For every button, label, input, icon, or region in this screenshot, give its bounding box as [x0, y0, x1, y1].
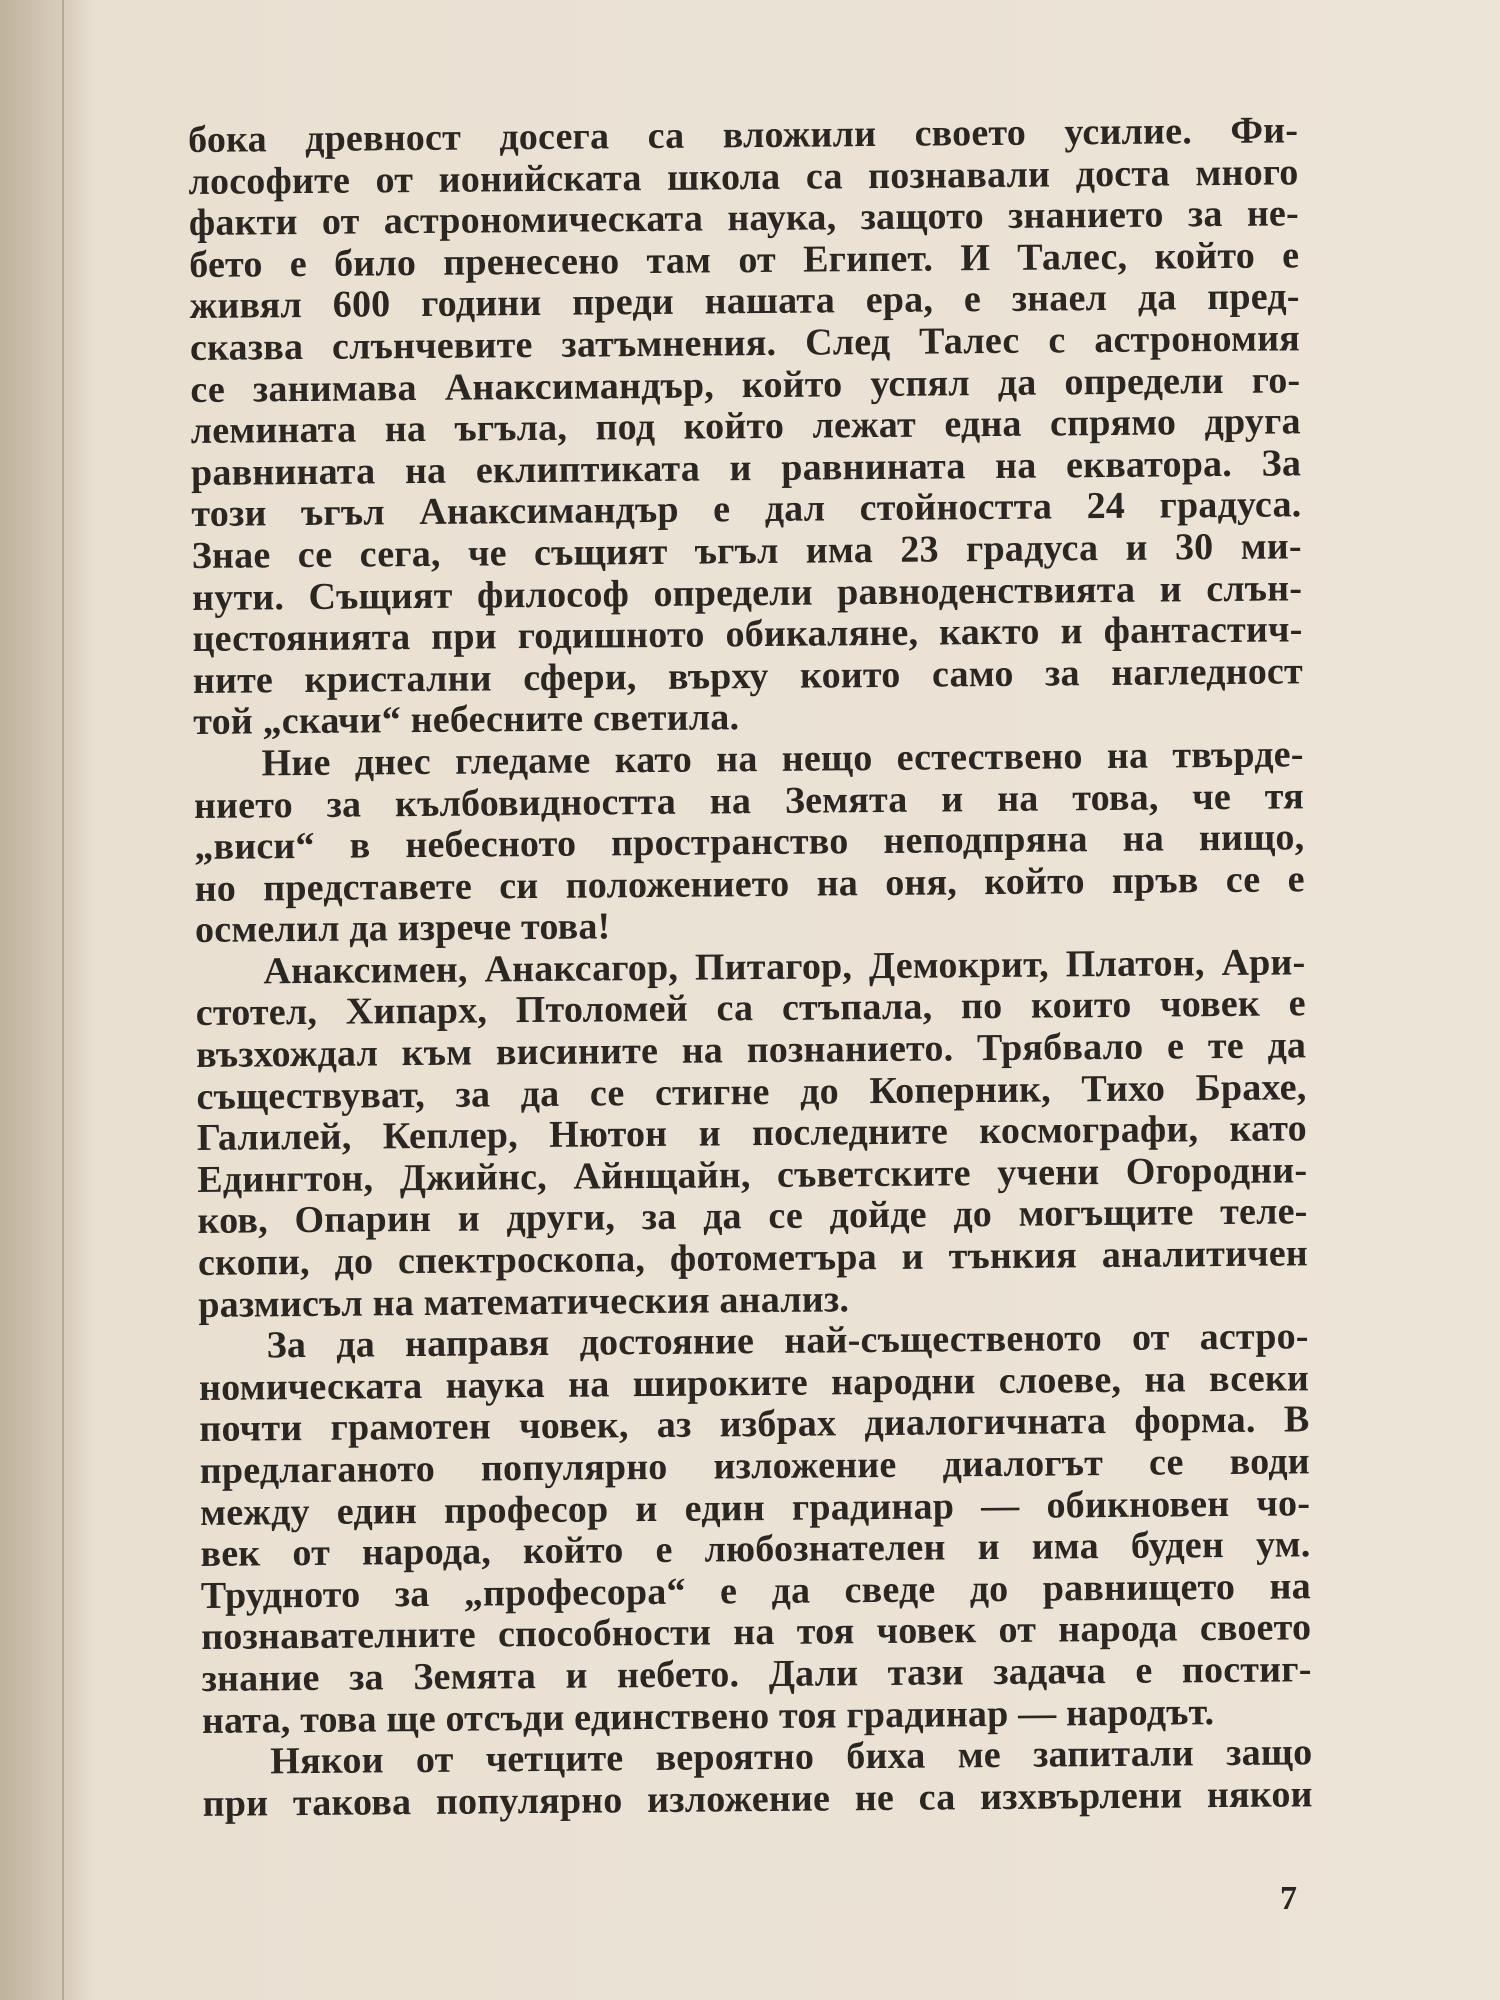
text-line: почти грамотен човек, аз избрах диалогичната форма. В	[199, 1398, 1310, 1451]
text-line: Анаксимен, Анаксагор, Питагор, Демокрит, Платон, Ари-	[263, 941, 1306, 993]
text-line: Трудното за „професора“ е да сведе до равнището на	[200, 1565, 1312, 1617]
paragraph	[195, 942, 1308, 1326]
text-line: познавателните способности на тоя човек от народа своето	[201, 1606, 1312, 1659]
text-line: лософите от ионийската школа са познавали доста много	[188, 150, 1299, 203]
text-line: осмелил да изрече това!	[194, 905, 611, 952]
text-line: нути. Същият философ определи равноденствията и слън-	[191, 566, 1303, 619]
text-line: лемината на ъгъла, под който лежат една спрямо друга	[190, 400, 1301, 453]
text-line: при такова популярно изложение не са изхвърлени някои	[202, 1773, 1313, 1825]
text-line: той „скачи“ небесните светила.	[193, 696, 740, 744]
text-line: Знае се сега, че същият ъгъл има 23 градуса и 30 ми-	[191, 525, 1302, 577]
text-line: но представете си положението на оня, който пръв се е	[194, 857, 1305, 910]
text-line: съществуват, за да се стигне до Коперник, Тихо Брахе,	[196, 1065, 1307, 1118]
text-line: се занимава Анаксимандър, който успял да определи го-	[190, 358, 1301, 411]
text-line: бето е било пренесено там от Египет. И Талес, който е	[189, 234, 1300, 286]
text-line: цестоянията при годишното обикаляне, както и фантастич-	[192, 608, 1303, 661]
text-line: сказва слънчевите затъмнения. След Талес с астрономия	[189, 317, 1301, 369]
text-line: знание за Земята и небето. Дали тази задача е постиг-	[201, 1648, 1312, 1700]
text-line: между един професор и един градинар — обикновен чо-	[199, 1481, 1311, 1534]
text-line: възхождал към висините на познанието. Трябвало е те да	[195, 1024, 1307, 1077]
page-number: 7	[1280, 1880, 1297, 1917]
text-line: Ние днес гледаме като на нещо естествено на твърде-	[261, 733, 1304, 785]
text-line: ната, това ще отсъди единствено тоя градинар — народът.	[201, 1690, 1215, 1742]
text-line: живял 600 години преди нашата ера, е знаел да пред-	[189, 275, 1300, 328]
text-line: Някои от четците вероятно биха ме запитали защо	[270, 1731, 1313, 1783]
text-line: номическата наука на широките народни слоеве, на всеки	[198, 1357, 1310, 1409]
text-line: Едингтон, Джийнс, Айнщайн, съветските учени Огородни-	[197, 1149, 1308, 1201]
page-fold	[62, 0, 64, 2000]
paragraph	[199, 1316, 1313, 1742]
text-line: нието за кълбовидността на Земята и на това, че тя	[193, 774, 1305, 827]
text-line: За да направя достояние най-същественото от астро-	[266, 1315, 1309, 1367]
text-line: този ъгъл Анаксимандър е дал стойността 24 градуса.	[191, 483, 1302, 536]
paragraph	[202, 1732, 1313, 1825]
page-text-body	[188, 110, 1313, 1825]
text-line: размисъл на математическия анализ.	[198, 1277, 850, 1326]
text-line: ните кристални сфери, върху които само за нагледност	[192, 650, 1304, 702]
text-line: бока древност досега са вложили своето усилие. Фи-	[187, 109, 1299, 161]
text-line: век от народа, който е любознателен и има буден ум.	[200, 1523, 1311, 1576]
paragraph	[188, 110, 1303, 744]
text-line: скопи, до спектроскопа, фотометъра и тънкия аналитичен	[197, 1232, 1309, 1284]
text-line: предлаганото популярно изложение диалогът се води	[199, 1440, 1310, 1492]
text-line: Галилей, Кеплер, Нютон и последните космографи, като	[196, 1107, 1308, 1160]
binding-shadow	[0, 0, 95, 2000]
text-line: стотел, Хипарх, Птоломей са стъпала, по които човек е	[195, 982, 1306, 1035]
text-line: „виси“ в небесното пространство неподпряна на нищо,	[194, 816, 1305, 869]
text-line: факти от астрономическата наука, защото знанието за не-	[188, 192, 1300, 245]
paragraph	[193, 734, 1305, 952]
text-line: равнината на еклиптиката и равнината на екватора. За	[190, 442, 1302, 494]
text-line: ков, Опарин и други, за да се дойде до могъщите теле-	[197, 1190, 1308, 1243]
